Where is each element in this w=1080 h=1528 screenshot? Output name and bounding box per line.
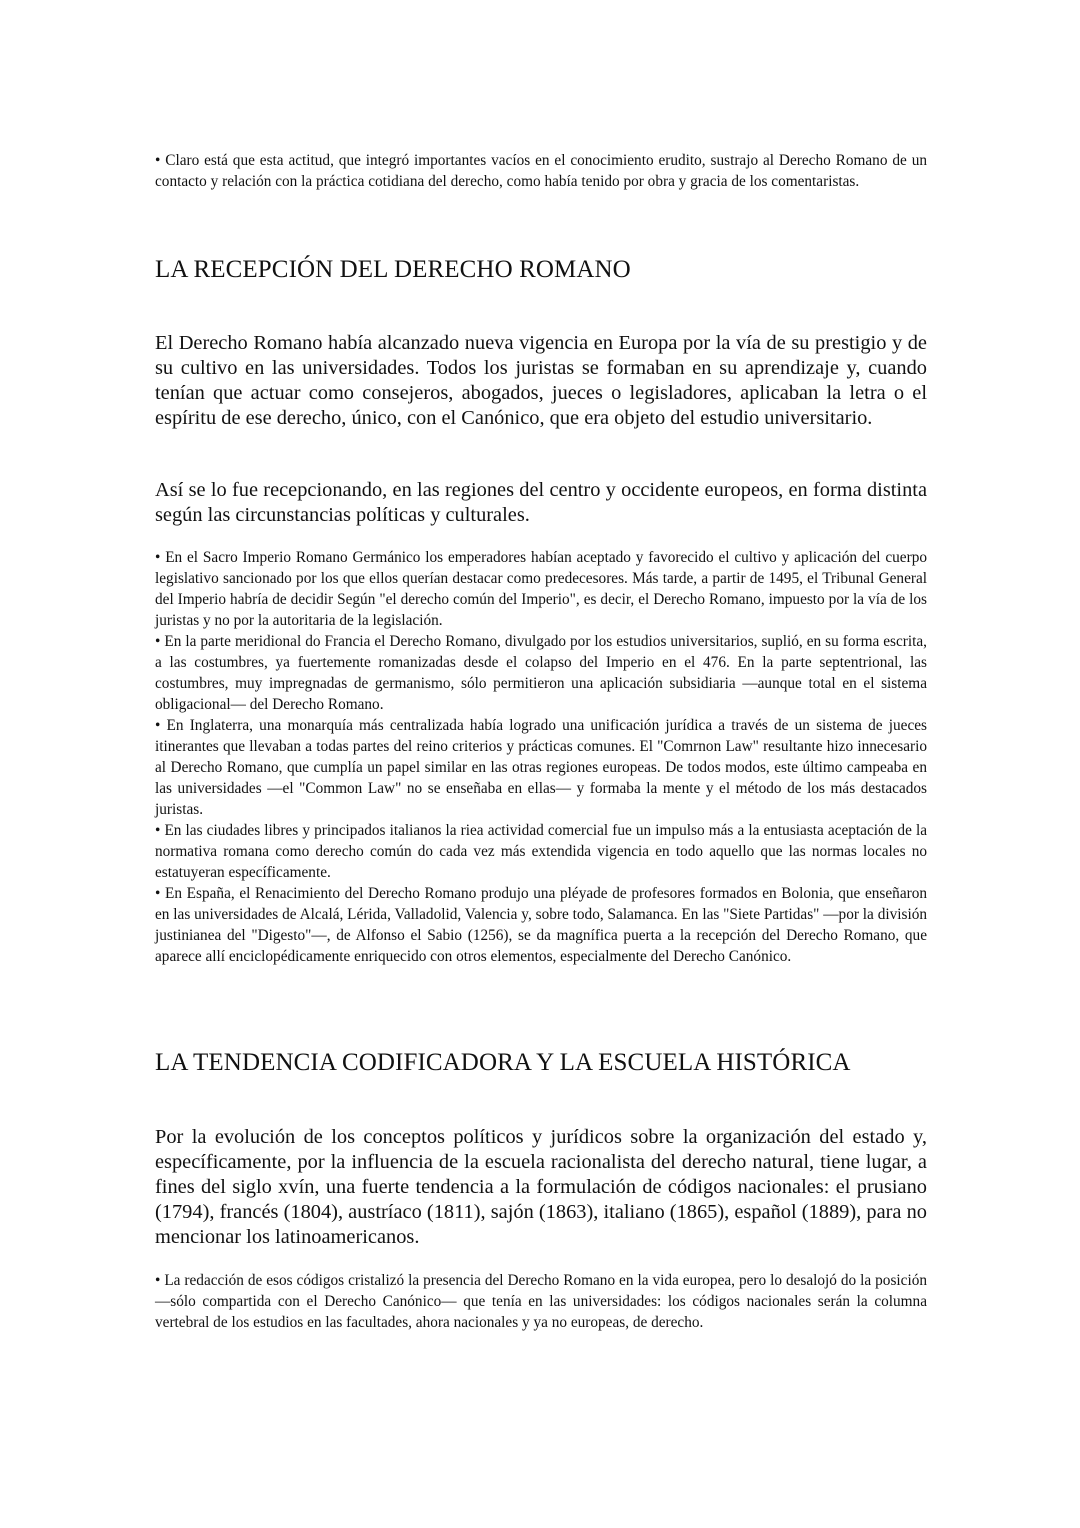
list-item: • En Inglaterra, una monarquía más centralizada había logrado una unificación jurídica a través de un sistema de jueces itinerantes que llevaban a todas partes del reino criterios y prácticas comunes. El "Comrnon Law" resultante hizo innecesario al Derecho Romano, que cumplía un papel similar en las otras regiones europeas. De todos modos, este último campeaba en las universidades —el "Common Law" no se enseñaba en ellas— y formaba la mente y el método de los más destacados juristas. — [155, 717, 927, 818]
paragraph: El Derecho Romano había alcanzado nueva vigencia en Europa por la vía de su prestigio y de su cultivo en las universidades. Todos los juristas se formaban en su aprendizaje y, cuando tenían que actuar como consejeros, abogados, jueces o legisladores, aplicaban la letra o el espíritu de ese derecho, único, con el Canónico, que era objeto del estudio universitario. — [155, 332, 927, 429]
list-item: • En España, el Renacimiento del Derecho Romano produjo una pléyade de profesores formados en Bolonia, que enseñaron en las universidades de Alcalá, Lérida, Valladolid, Valencia y, sobre todo, Salamanca. En las "Siete Partidas" —por la división justinianea del "Digesto"—, de Alfonso el Sabio (1256), se da magnífica puerta a la recepción del Derecho Romano, que aparece allí enciclopédicamente enriquecido con otros elementos, especialmente del Derecho Canónico. — [155, 885, 927, 965]
paragraph: Así se lo fue recepcionando, en las regiones del centro y occidente europeos, en forma distinta según las circunstancias políticas y culturales. — [155, 479, 927, 526]
section-heading-recepcion: LA RECEPCIÓN DEL DERECHO ROMANO — [155, 256, 631, 283]
list-item: • En el Sacro Imperio Romano Germánico los emperadores habían aceptado y favorecido el cultivo y aplicación del cuerpo legislativo sancionado por los que ellos querían destacar como predecesores. Más tarde, a partir de 1495, el Tribunal General del Imperio habría de decidir Según "el derecho común del Imperio", es decir, el Derecho Romano, impuesto por la vía de los juristas y no por la autoritaria de la legislación. — [155, 549, 927, 629]
list-item: • En las ciudades libres y principados italianos la riea actividad comercial fue un impulso más a la entusiasta aceptación de la normativa romana como derecho común do cada vez más extendida vigencia en todo aquello que las normas locales no estatuyeran específicamente. — [155, 822, 927, 881]
intro-bullet: • Claro está que esta actitud, que integró importantes vacíos en el conocimiento erudito, sustrajo al Derecho Romano de un contacto y relación con la práctica cotidiana del derecho, como había tenido por obra y gracia de los comentaristas. — [155, 152, 927, 190]
bullet-list — [155, 547, 927, 967]
list-item: • En la parte meridional do Francia el Derecho Romano, divulgado por los estudios universitarios, suplió, en su forma escrita, a las costumbres, ya fuertemente romanizadas desde el colapso del Imperio en el 476. En la parte septentrional, las costumbres, muy impregnadas de germanismo, sólo permitieron una aplicación subsidiaria —aunque total en el sistema obligacional— del Derecho Romano. — [155, 633, 927, 713]
list-item: • La redacción de esos códigos cristalizó la presencia del Derecho Romano en la vida europea, pero lo desalojó do la posición —sólo compartida con el Derecho Canónico— que tenía en las universidades: los códigos nacionales serán la columna vertebral de los estudios en las facultades, ahora nacionales y ya no europeas, de derecho. — [155, 1272, 927, 1331]
section-heading-codificadora: LA TENDENCIA CODIFICADORA Y LA ESCUELA HISTÓRICA — [155, 1049, 851, 1076]
paragraph: Por la evolución de los conceptos políticos y jurídicos sobre la organización del estado y, específicamente, por la influencia de la escuela racionalista del derecho natural, tiene lugar, a fines del siglo xvín, una fuerte tendencia a la formulación de códigos nacionales: el prusiano (1794), francés (1804), austríaco (1811), sajón (1863), italiano (1865), español (1889), para no mencionar los latinoamericanos. — [155, 1126, 927, 1248]
